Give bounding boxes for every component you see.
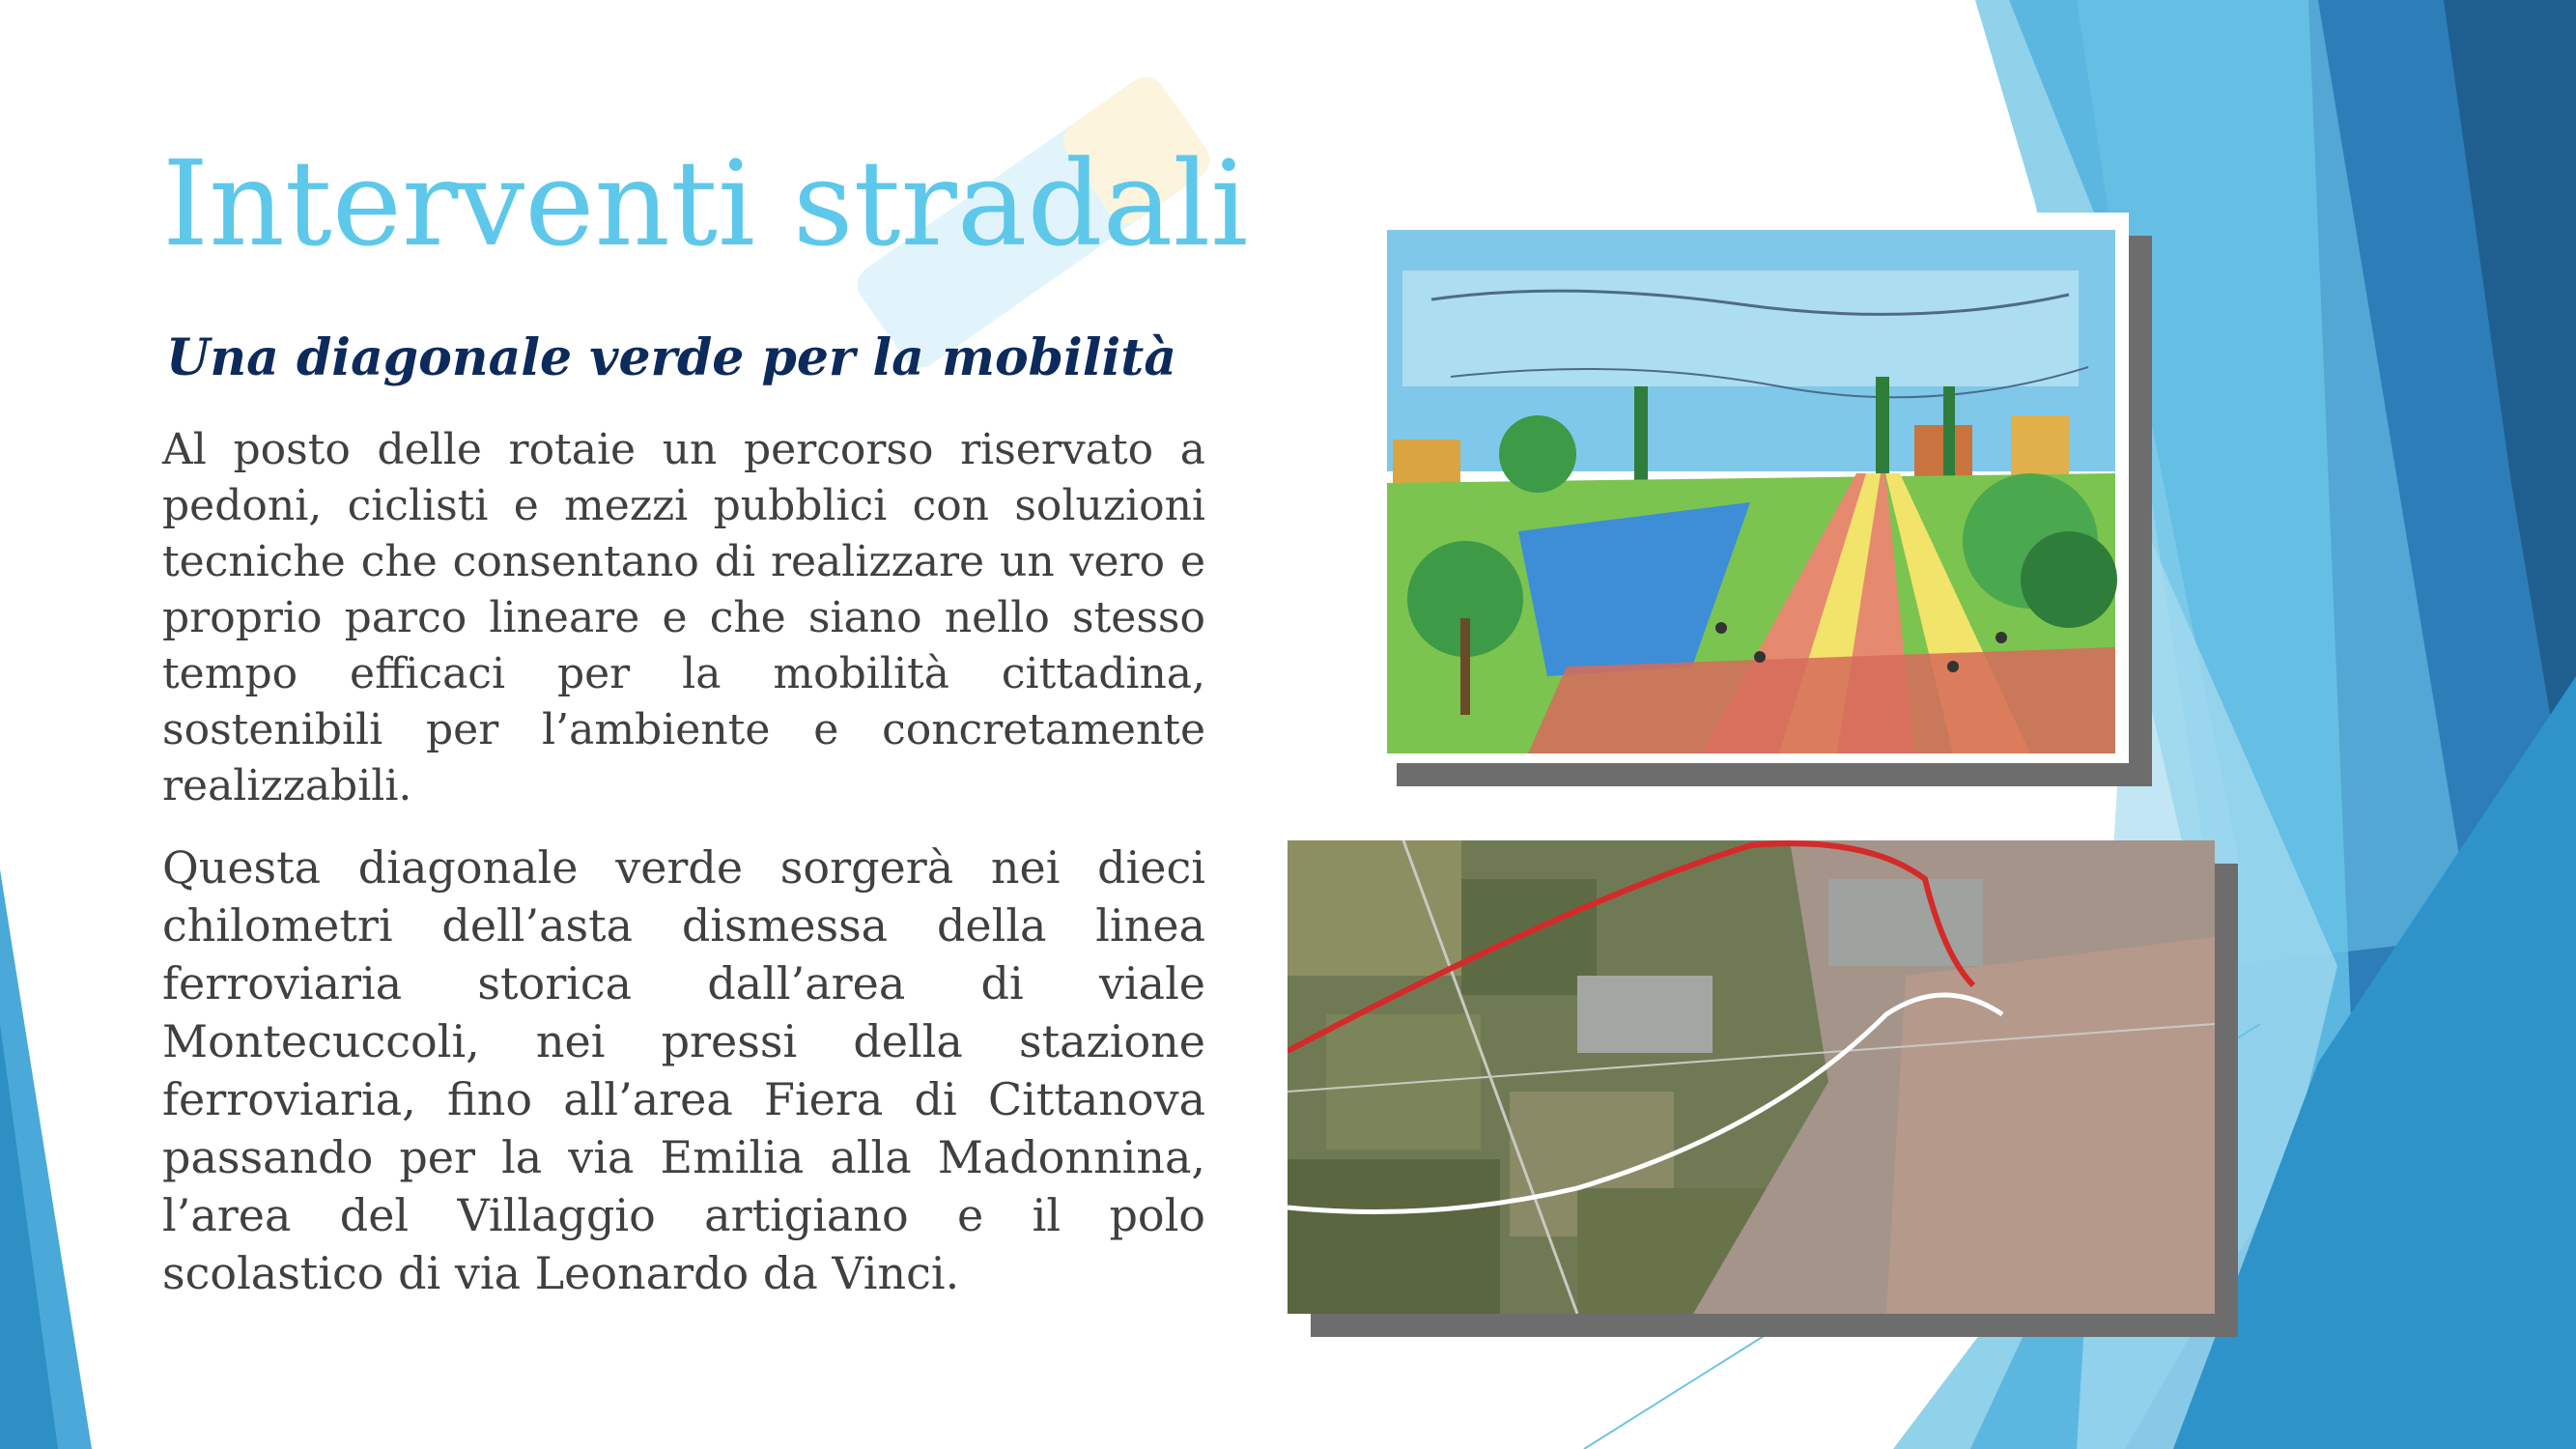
- slide-title: Interventi stradali: [162, 135, 1249, 272]
- sketch-image: [1373, 213, 2129, 763]
- slide-subtitle: Una diagonale verde per la mobilità: [166, 328, 1177, 387]
- body-paragraph-1: Al posto delle rotaie un percorso riservato a pedoni, ciclisti e mezzi pubblici con soluzioni tecniche che consentano di realizzare un vero e proprio parco lineare e che siano nello stesso tempo efficaci per la mobilità cittadina, sostenibili per l’ambiente e concretamente realizzabili.: [162, 425, 1205, 810]
- body-paragraph-2: Questa diagonale verde sorgerà nei dieci chilometri dell’asta dismessa della linea ferroviaria storica dall’area di viale Montecuccoli, nei pressi della stazione ferroviaria, fino all’area Fiera di Cittanova passando per la via Emilia alla Madonnina, l’area del Villaggio artigiano e il polo scolastico di via Leonardo da Vinci.: [162, 841, 1205, 1299]
- aerial-map-image: [1288, 840, 2215, 1314]
